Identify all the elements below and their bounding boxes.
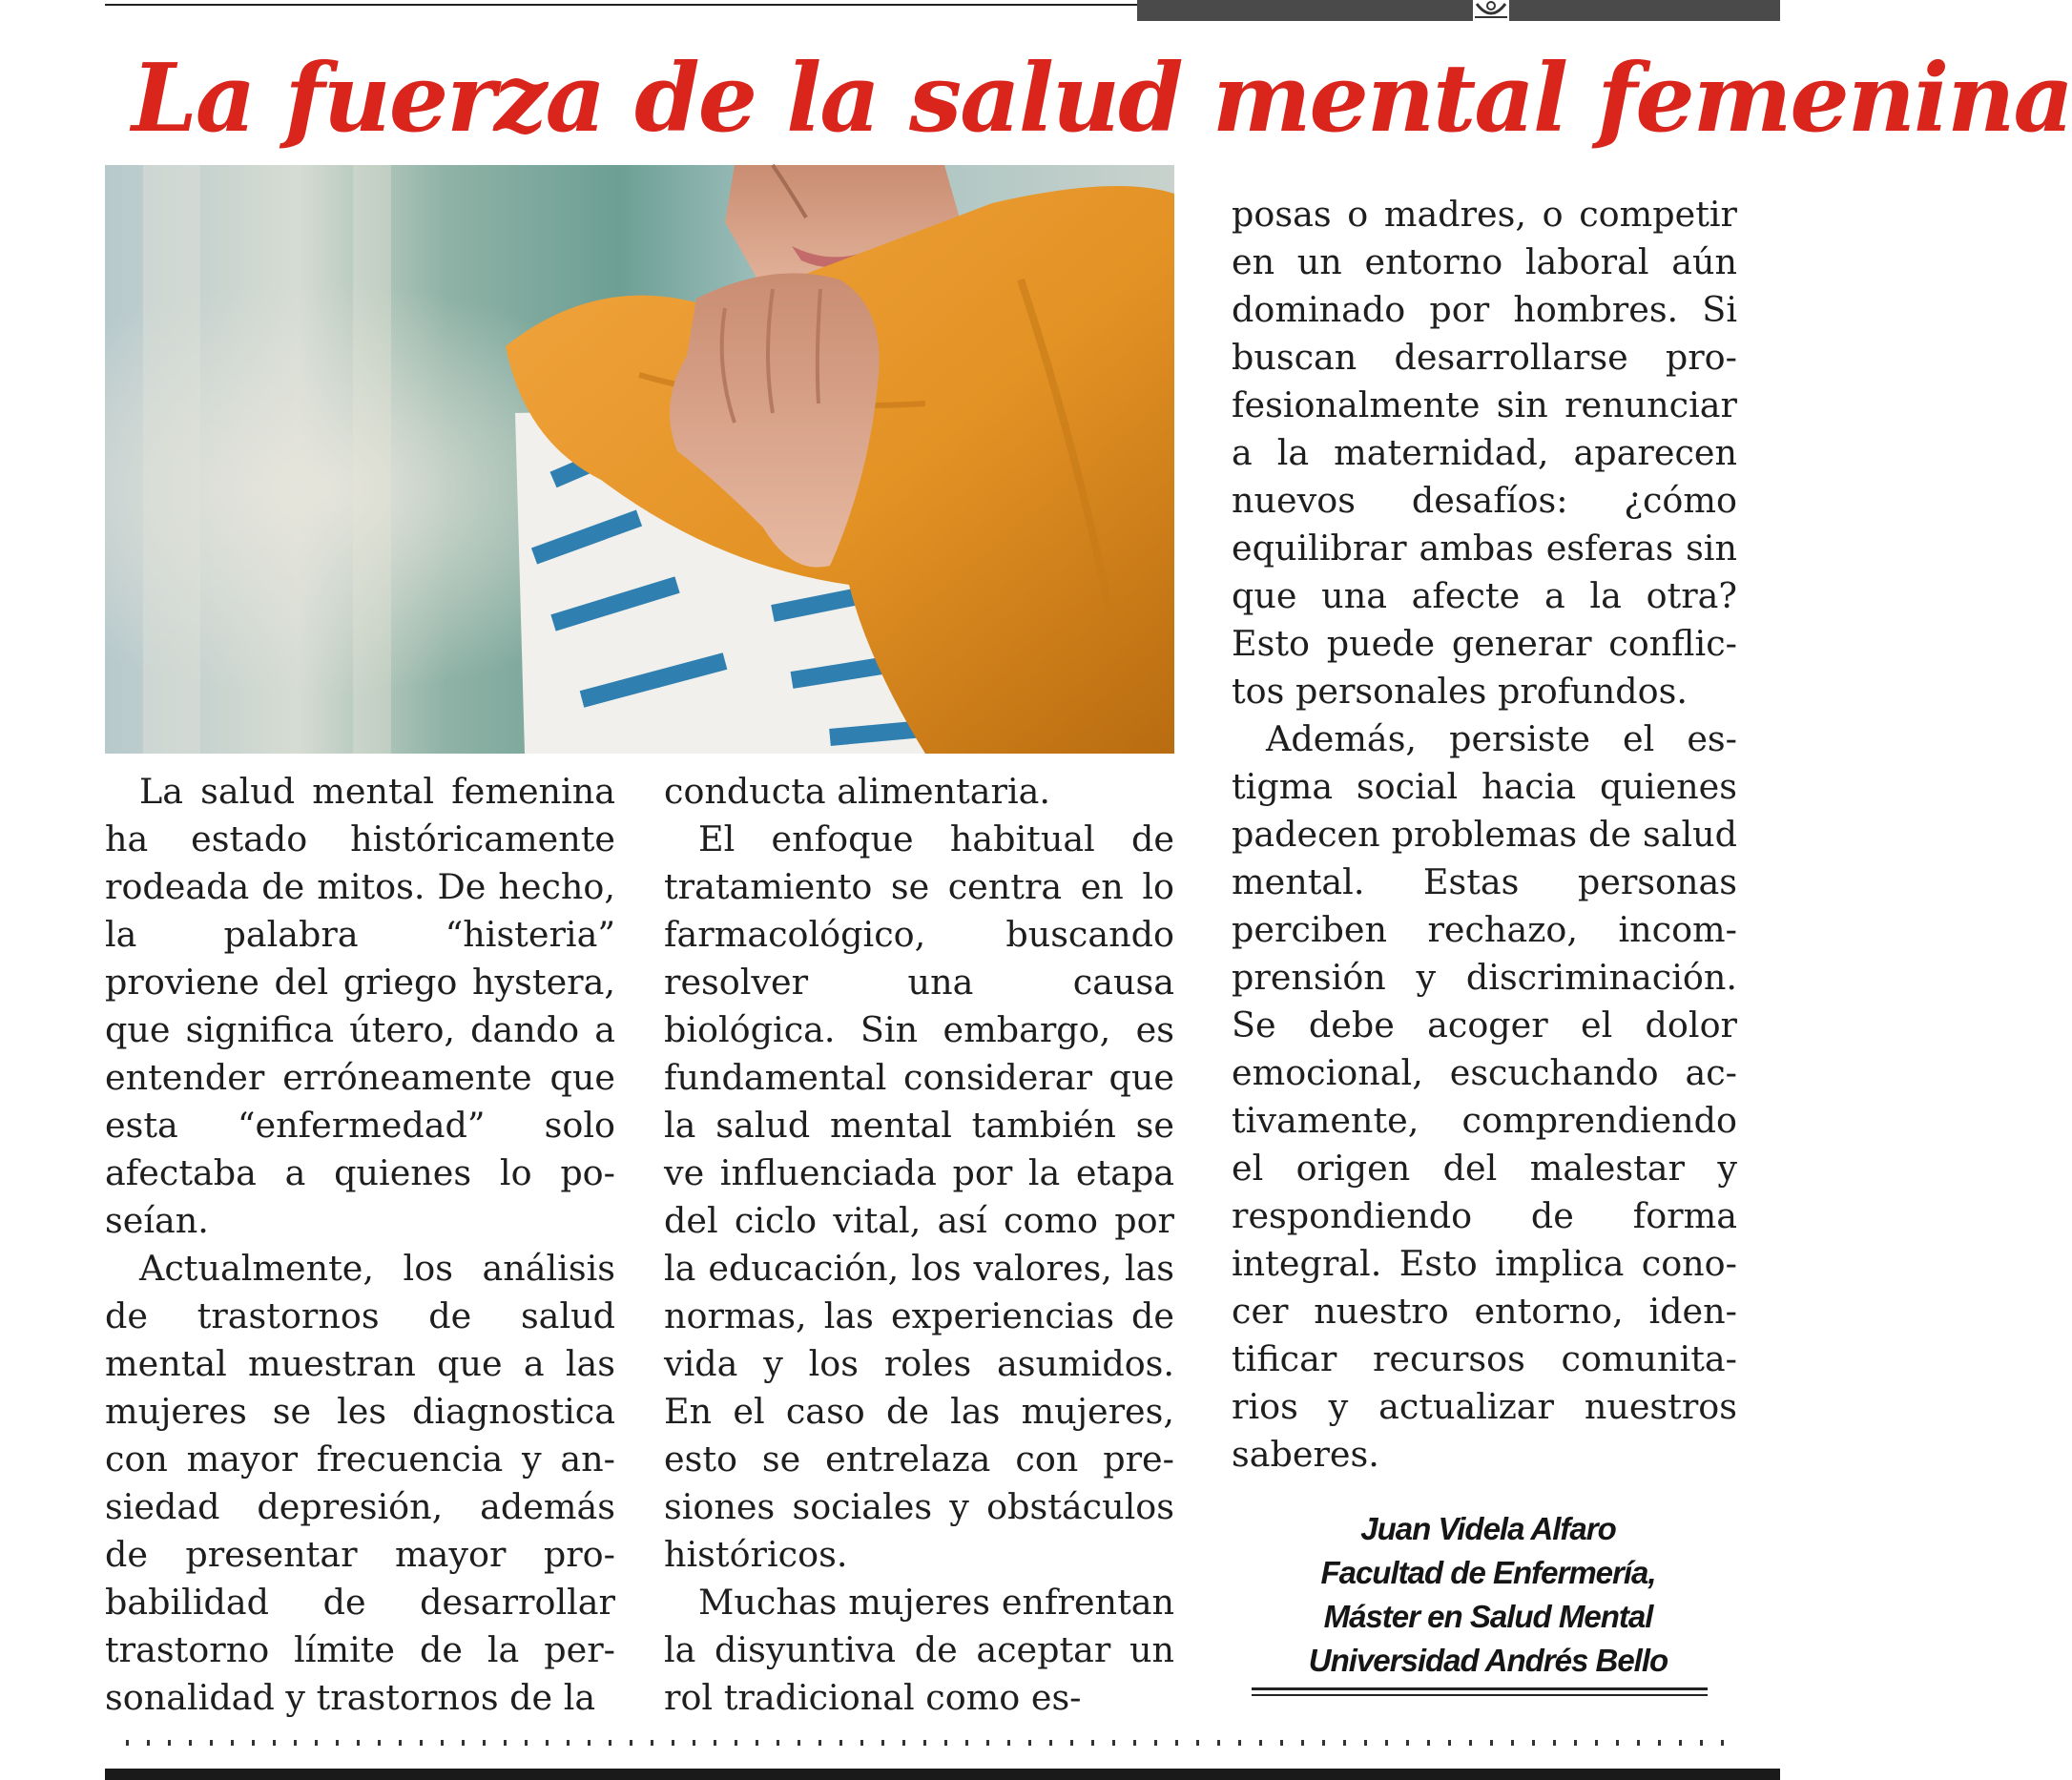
author-degree: Máster en Salud Mental bbox=[1323, 1599, 1653, 1634]
article-column-1 bbox=[105, 768, 615, 1722]
article-column-3 bbox=[1232, 191, 1737, 1479]
top-rule bbox=[105, 4, 1140, 6]
paragraph: La salud mental femenina ha estado históricamente rodeada de mitos. De hecho, la palabra “histeria” proviene del griego hystera, que significa útero, dando a entender erróneamente que esta “enfermedad” solo afectaba a quienes lo poseían. bbox=[105, 771, 615, 1241]
paragraph-continuation: posas o madres, o competir en un entorno laboral aún dominado por hombres. Si buscan desarrollarse profesionalmente sin renunciar a la maternidad, aparecen nuevos desafíos: ¿cómo equilibrar ambas esferas sin que una afecte a la otra? Esto puede generar conflictos personales profundos. bbox=[1232, 194, 1737, 712]
bottom-rule bbox=[105, 1769, 1780, 1780]
emblem-icon bbox=[1467, 0, 1515, 21]
dotted-divider bbox=[126, 1740, 1738, 1746]
paragraph-continuation: conducta alimentaria. bbox=[664, 771, 1051, 812]
paragraph: Muchas mujeres enfrentan la disyuntiva de aceptar un rol tradicional como es- bbox=[664, 1582, 1174, 1718]
headline: La fuerza de la salud mental femenina bbox=[132, 44, 2072, 154]
author-faculty: Facultad de Enfermería, bbox=[1320, 1555, 1656, 1590]
paragraph: Además, persiste el estigma social hacia quienes padecen problemas de salud mental. Estas personas perciben rechazo, incomprensión y discriminación. Se debe acoger el dolor emocional, escuchando activamente, comprendiendo el origen del malestar y respondiendo de forma integral. Esto implica conocer nuestro entorno, identificar recursos comunitarios y actualizar nuestros saberes. bbox=[1232, 718, 1737, 1475]
article-photo bbox=[105, 165, 1174, 754]
author-university: Universidad Andrés Bello bbox=[1308, 1643, 1668, 1678]
paragraph: Actualmente, los análisis de trastornos de salud mental muestran que a las mujeres se les diagnostica con mayor frecuencia y ansiedad depresión, además de presentar mayor probabilidad de desarrollar trastorno límite de la personalidad y trastornos de la bbox=[105, 1248, 615, 1718]
author-name: Juan Videla Alfaro bbox=[1360, 1511, 1616, 1546]
byline-rule bbox=[1252, 1687, 1708, 1690]
section-header-bar bbox=[1137, 0, 1780, 21]
paragraph: El enfoque habitual de tratamiento se centra en lo farmacológico, buscando resolver una causa biológica. Sin embargo, es fundamental considerar que la salud mental también se ve influenciada por la etapa del ciclo vital, así como por la educación, los valores, las normas, las experiencias de vida y los roles asumidos. En el caso de las mujeres, esto se entrelaza con presiones sociales y obstáculos históricos. bbox=[664, 818, 1174, 1575]
article-column-2 bbox=[664, 768, 1174, 1722]
byline-rule bbox=[1252, 1694, 1708, 1696]
author-byline bbox=[1250, 1507, 1727, 1683]
